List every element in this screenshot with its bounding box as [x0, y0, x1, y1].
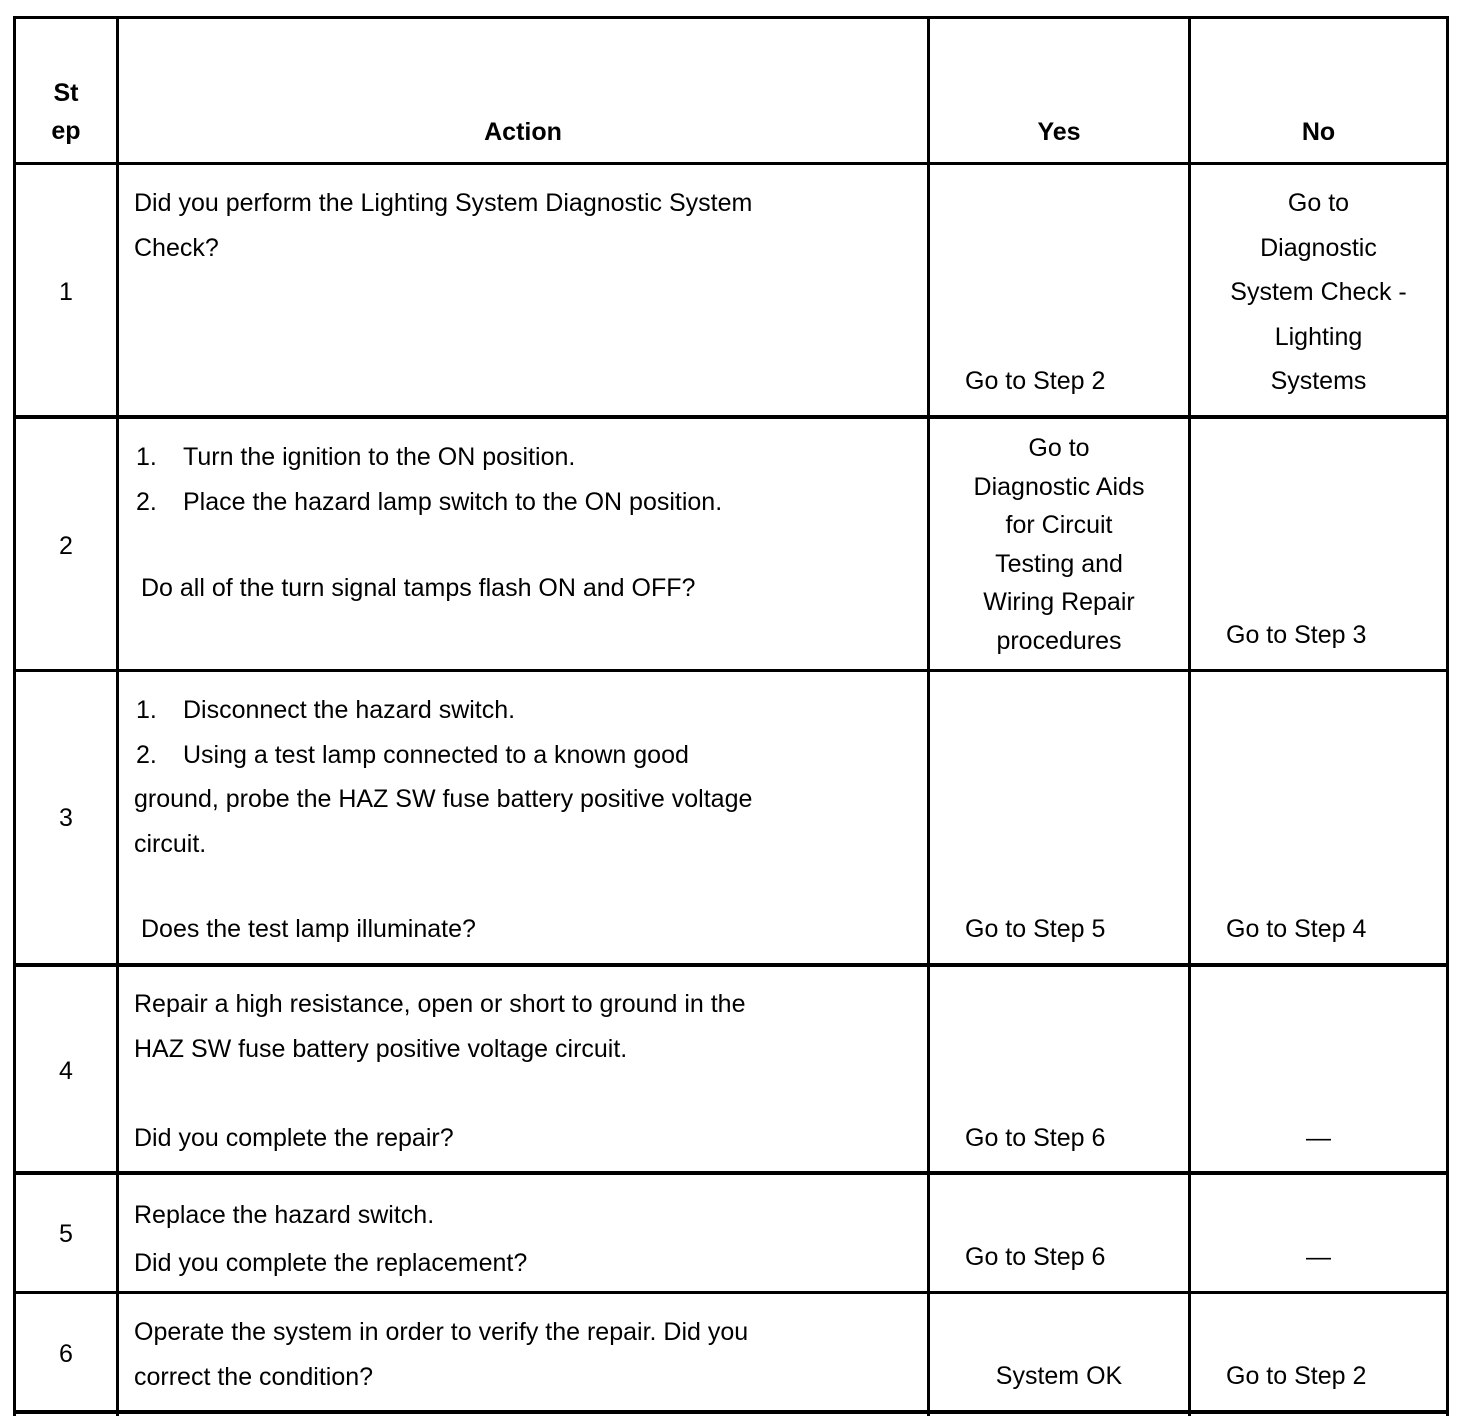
- action-text: [136, 688, 916, 777]
- step-number: 6: [59, 1340, 73, 1368]
- row-divider: [16, 963, 1449, 967]
- yes-line: procedures: [996, 626, 1122, 655]
- header-step-line: St: [53, 79, 79, 107]
- yes-line: Testing and: [995, 549, 1123, 578]
- row-divider: [16, 1171, 1449, 1175]
- action-line: correct the condition?: [134, 1362, 374, 1391]
- action-line: ground, probe the HAZ SW fuse battery positive voltage: [134, 785, 753, 813]
- row-divider: [16, 1291, 1449, 1294]
- list-text: Place the hazard lamp switch to the ON position.: [183, 487, 723, 516]
- list-number: 2.: [136, 740, 157, 769]
- action-line: Did you complete the replacement?: [134, 1249, 528, 1277]
- action-line: Replace the hazard switch.: [134, 1201, 435, 1229]
- yes-line: Go to: [1028, 434, 1090, 462]
- question-text: Did you complete the repair?: [134, 1124, 454, 1152]
- list-item: [136, 688, 916, 733]
- action-line: Check?: [134, 233, 219, 262]
- no-line: System Check -: [1230, 278, 1407, 306]
- no-result: [1191, 181, 1446, 404]
- no-result: —: [1306, 1124, 1331, 1152]
- column-divider: [116, 19, 119, 1416]
- action-text: [134, 1310, 748, 1399]
- column-divider: [1446, 19, 1449, 1416]
- list-number: 1.: [136, 696, 157, 724]
- column-divider: [927, 19, 930, 1416]
- no-line: Systems: [1270, 367, 1367, 395]
- list-number: 1.: [136, 443, 157, 471]
- action-line: circuit.: [134, 829, 207, 858]
- list-number: 2.: [136, 487, 157, 516]
- yes-result: [930, 429, 1188, 660]
- list-item: [136, 733, 916, 778]
- yes-result: System OK: [995, 1362, 1123, 1390]
- header-action: Action: [484, 118, 562, 146]
- header-step-line: ep: [51, 117, 81, 145]
- action-text: [134, 1191, 527, 1287]
- row-divider: [16, 415, 1449, 419]
- action-line: Repair a high resistance, open or short to ground in the: [134, 990, 746, 1018]
- question-text: Does the test lamp illuminate?: [141, 915, 476, 943]
- action-text-continued: [134, 777, 752, 866]
- instruction-list: [136, 688, 916, 777]
- yes-line: Diagnostic Aids: [973, 472, 1145, 501]
- row-divider: [16, 1410, 1449, 1414]
- step-number: 2: [59, 532, 73, 560]
- action-text: [136, 435, 916, 524]
- list-text: Using a test lamp connected to a known good: [183, 740, 689, 769]
- yes-result: Go to Step 6: [965, 1124, 1106, 1152]
- header-yes: Yes: [1037, 118, 1081, 146]
- step-number: 1: [59, 278, 73, 306]
- step-number: 5: [59, 1220, 73, 1248]
- no-result: —: [1306, 1243, 1331, 1271]
- diagnostic-table: [13, 16, 1449, 1416]
- action-line: HAZ SW fuse battery positive voltage circuit.: [134, 1034, 628, 1063]
- yes-result: Go to Step 5: [965, 915, 1106, 943]
- action-line: Did you perform the Lighting System Diagnostic System: [134, 189, 753, 217]
- action-text: [134, 982, 746, 1071]
- list-text: Disconnect the hazard switch.: [183, 696, 516, 724]
- row-divider: [16, 669, 1449, 672]
- question-text: Do all of the turn signal tamps flash ON and OFF?: [141, 574, 696, 602]
- list-item: [136, 480, 916, 525]
- step-number: 3: [59, 804, 73, 832]
- yes-result: Go to Step 6: [965, 1243, 1106, 1271]
- list-item: [136, 435, 916, 480]
- row-divider: [16, 162, 1449, 165]
- header-no: No: [1301, 118, 1336, 146]
- list-text: Turn the ignition to the ON position.: [183, 443, 576, 471]
- action-line: Operate the system in order to verify the repair. Did you: [134, 1318, 749, 1346]
- step-number: 4: [59, 1057, 73, 1085]
- no-result: Go to Step 2: [1226, 1362, 1367, 1390]
- instruction-list: [136, 435, 916, 524]
- no-line: Diagnostic: [1260, 233, 1377, 262]
- no-line: Lighting: [1274, 322, 1363, 351]
- yes-line: Wiring Repair: [983, 588, 1135, 616]
- header-step: [16, 74, 116, 150]
- action-text: [134, 181, 752, 270]
- yes-line: for Circuit: [1005, 511, 1113, 539]
- yes-result: Go to Step 2: [965, 367, 1106, 395]
- no-line: Go to: [1287, 189, 1350, 217]
- no-result: Go to Step 3: [1226, 621, 1367, 649]
- no-result: Go to Step 4: [1226, 915, 1367, 943]
